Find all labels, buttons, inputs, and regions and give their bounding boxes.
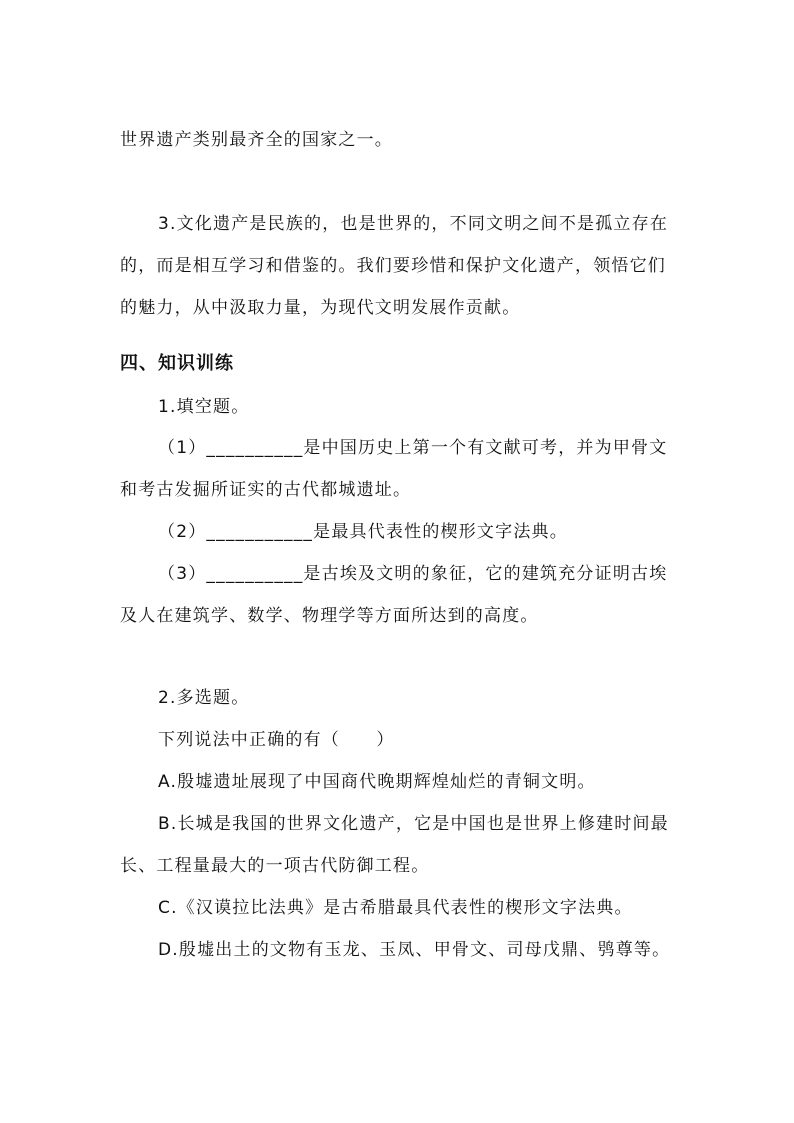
fill-blank-q1-line-1: （1）__________是中国历史上第一个有文献可考，并为甲骨文: [158, 438, 668, 458]
multi-choice-question: 下列说法中正确的有（ ）: [158, 730, 395, 750]
point-3-line-1: 3.文化遗产是民族的，也是世界的，不同文明之间不是孤立存在: [158, 214, 669, 234]
option-d-line-1: D.殷墟出土的文物有玉龙、玉凤、甲骨文、司母戊鼎、鸮尊等。: [158, 940, 671, 960]
point-3-line-3: 的魅力，从中汲取力量，为现代文明发展作贡献。: [120, 298, 521, 318]
section-title: 四、知识训练: [120, 353, 234, 374]
option-b-line-1: B.长城是我国的世界文化遗产，它是中国也是世界上修建时间最: [158, 814, 669, 834]
option-b-line-2: 长、工程量最大的一项古代防御工程。: [120, 856, 430, 876]
point-3-line-2: 的，而是相互学习和借鉴的。我们要珍惜和保护文化遗产，领悟它们: [120, 256, 666, 276]
fill-blank-q1-line-2: 和考古发掘所证实的古代都城遗址。: [120, 480, 412, 500]
fill-blank-heading: 1.填空题。: [158, 397, 250, 417]
fill-blank-q3-line-2: 及人在建筑学、数学、物理学等方面所达到的高度。: [120, 606, 539, 626]
fill-blank-q2-line-1: （2）___________是最具代表性的楔形文字法典。: [158, 522, 568, 542]
option-a-line-1: A.殷墟遗址展现了中国商代晚期辉煌灿烂的青铜文明。: [158, 772, 596, 792]
option-c-line-1: C.《汉谟拉比法典》是古希腊最具代表性的楔形文字法典。: [158, 898, 633, 918]
multi-choice-heading: 2.多选题。: [158, 688, 250, 708]
fill-blank-q3-line-1: （3）__________是古埃及文明的象征，它的建筑充分证明古埃: [158, 564, 668, 584]
continued-paragraph-line: 世界遗产类别最齐全的国家之一。: [120, 130, 393, 150]
